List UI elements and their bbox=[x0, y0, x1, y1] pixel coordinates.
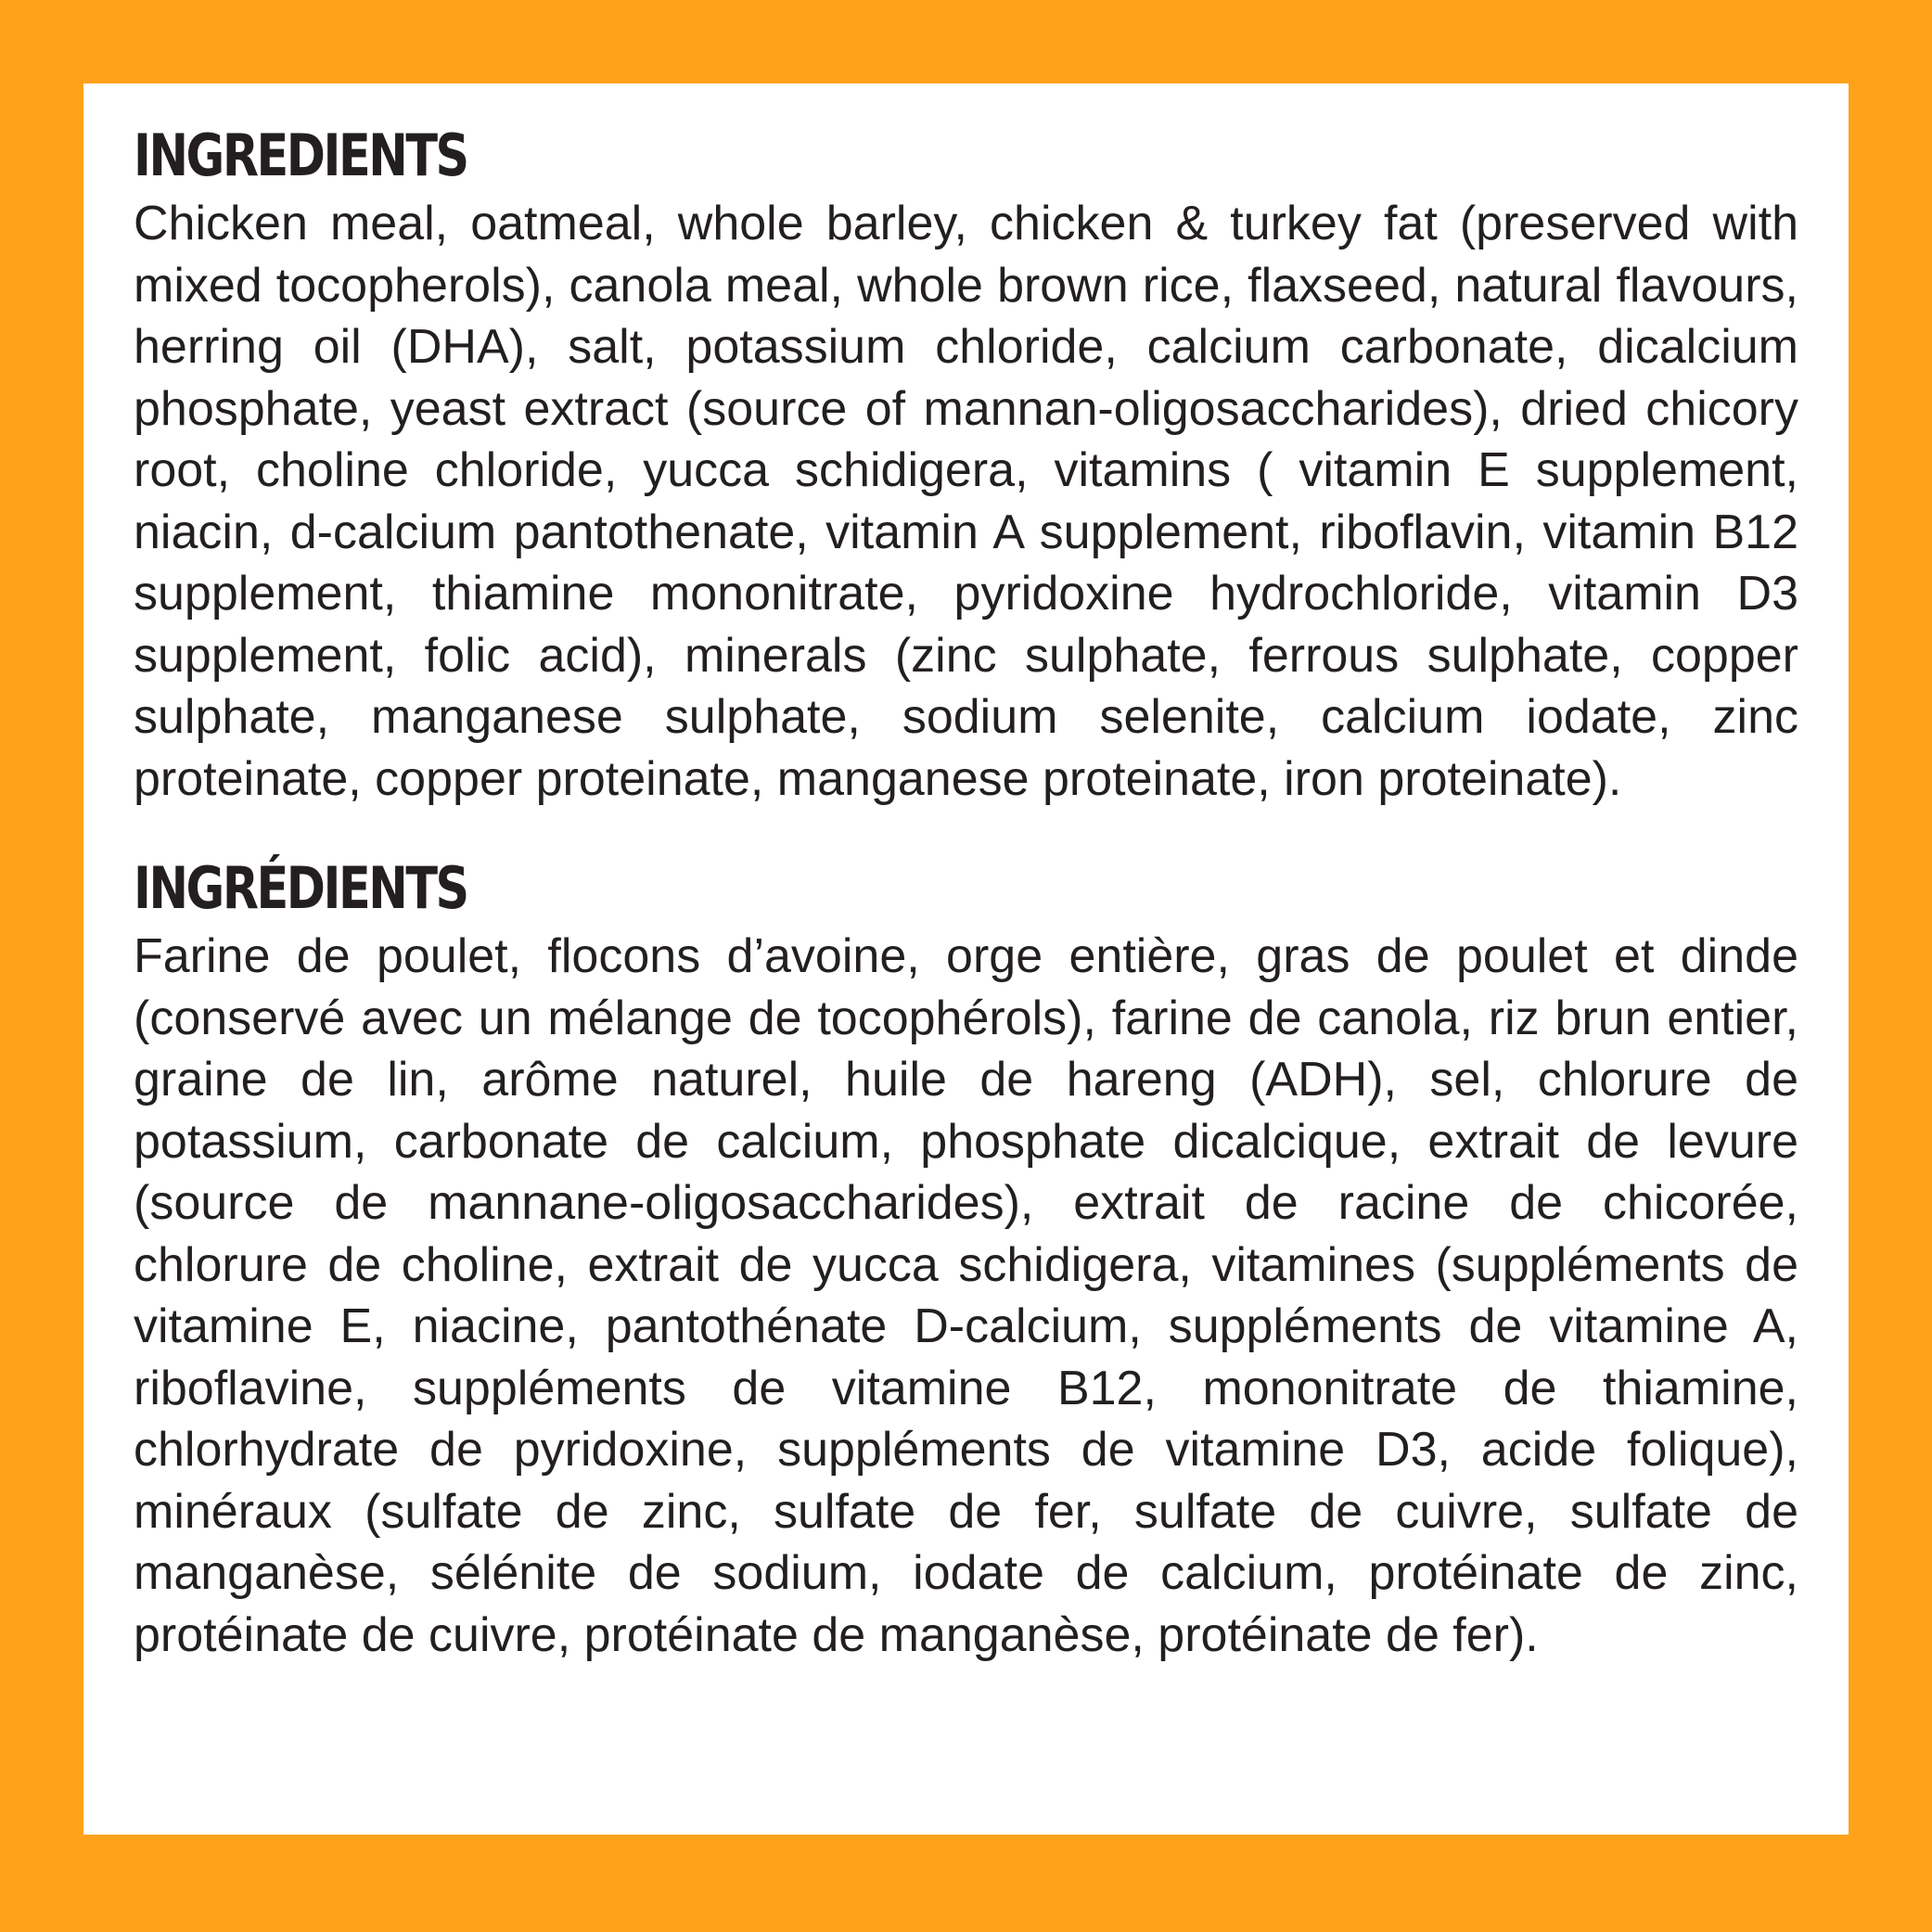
ingredients-text-french: Farine de poulet, flocons d’avoine, orge entière, gras de poulet et dinde (conservé avec un mélange de tocophérols), farine de canola, riz brun entier, graine de lin, arôme naturel, huile de hareng (ADH), sel, chlorure de potassium, carbonate de calcium, phosphate dicalcique, extrait de levure (source de mannane-oligosaccharides), extrait de racine de chicorée, chlorure de choline, extrait de yucca schidigera, vitamines (suppléments de vitamine E, niacine, pantothénate D-calcium, suppléments de vitamine A, riboflavine, suppléments de vitamine B12, mononitrate de thiamine, chlorhydrate de pyridoxine, suppléments de vitamine D3, acide folique), minéraux (sulfate de zinc, sulfate de fer, sulfate de cuivre, sulfate de manganèse, sélénite de sodium, iodate de calcium, protéinate de zinc, protéinate de cuivre, protéinate de manganèse, protéinate de fer). bbox=[134, 929, 1798, 1662]
ingredients-text-english: Chicken meal, oatmeal, whole barley, chicken & turkey fat (preserved with mixed tocopherols), canola meal, whole brown rice, flaxseed, natural flavours, herring oil (DHA), salt, potassium chloride, calcium carbonate, dicalcium phosphate, yeast extract (source of mannan-oligosaccharides), dried chicory root, choline chloride, yucca schidigera, vitamins ( vitamin E supplement, niacin, d-calcium pantothenate, vitamin A supplement, riboflavin, vitamin B12 supplement, thiamine mononitrate, pyridoxine hydrochloride, vitamin D3 supplement, folic acid), minerals (zinc sulphate, ferrous sulphate, copper sulphate, manganese sulphate, sodium selenite, calcium iodate, zinc proteinate, copper proteinate, manganese proteinate, iron proteinate). bbox=[134, 197, 1798, 806]
ingredients-heading-english: INGREDIENTS bbox=[134, 122, 467, 189]
ingredients-section-english bbox=[134, 119, 1798, 810]
ingredients-panel bbox=[83, 83, 1849, 1835]
ingredients-section-french bbox=[134, 851, 1798, 1666]
ingredients-heading-french: INGRÉDIENTS bbox=[134, 854, 467, 922]
